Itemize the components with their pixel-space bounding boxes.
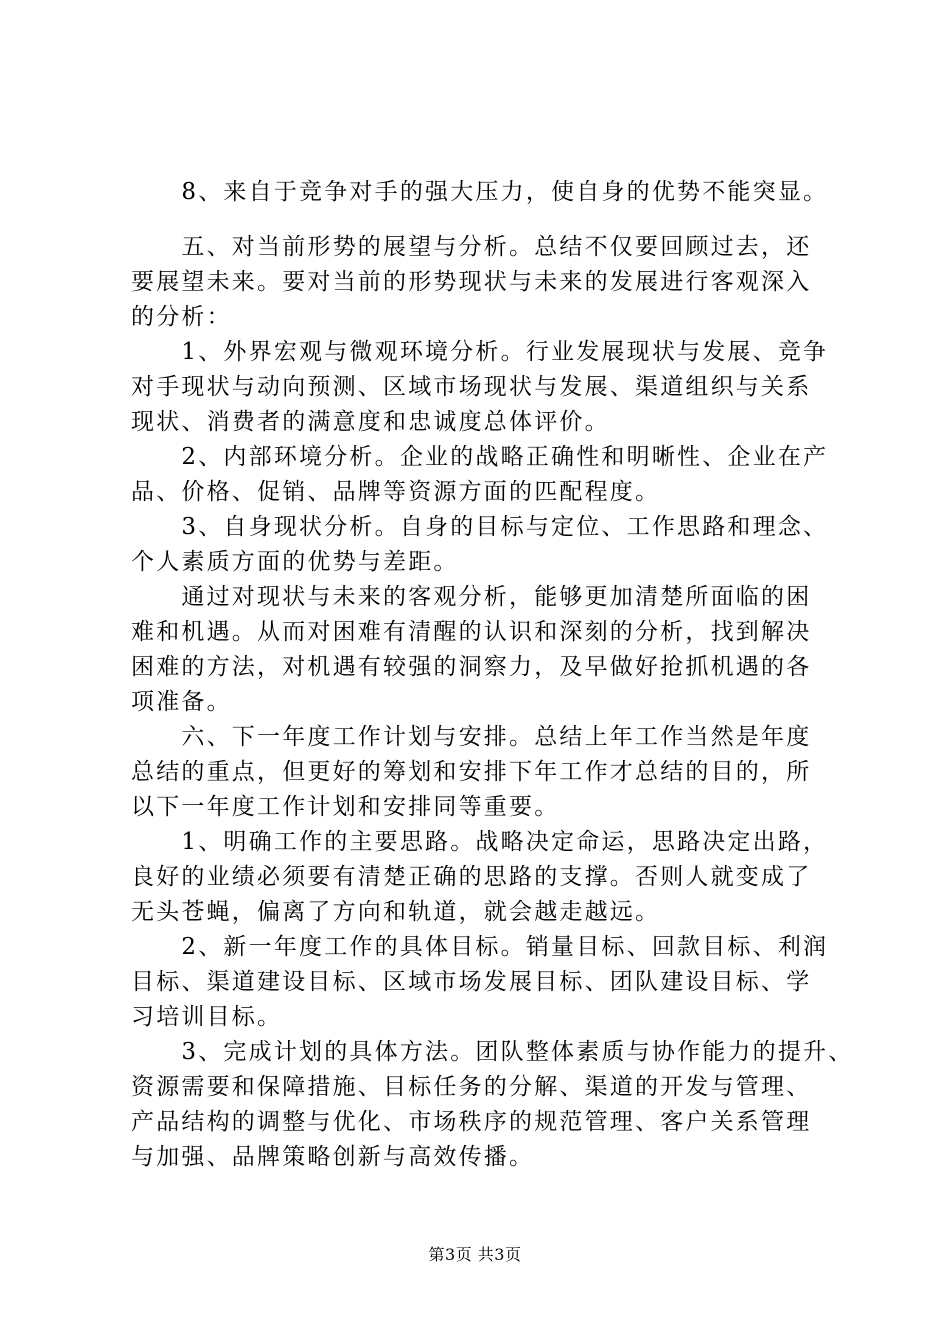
text-line: 品、价格、促销、品牌等资源方面的匹配程度。 xyxy=(131,479,661,505)
text-line: 项准备。 xyxy=(131,689,232,715)
text-line: 现状、消费者的满意度和忠诚度总体评价。 xyxy=(131,409,610,435)
text-line: 目标、渠道建设目标、区域市场发展目标、团队建设目标、学 xyxy=(131,969,812,995)
text-line: 1、明确工作的主要思路。战略决定命运，思路决定出路， xyxy=(131,829,829,855)
text-line: 3、自身现状分析。自身的目标与定位、工作思路和理念、 xyxy=(131,514,829,540)
text-line: 无头苍蝇，偏离了方向和轨道，就会越走越远。 xyxy=(131,899,661,925)
text-line: 总结的重点，但更好的筹划和安排下年工作才总结的目的，所 xyxy=(131,759,812,785)
text-line: 通过对现状与未来的客观分析，能够更加清楚所面临的困 xyxy=(131,584,812,610)
text-line: 个人素质方面的优势与差距。 xyxy=(131,549,459,575)
page-number-footer: 第3页 共3页 xyxy=(428,1245,522,1264)
text-line: 对手现状与动向预测、区域市场现状与发展、渠道组织与关系 xyxy=(131,374,812,400)
text-line: 五、对当前形势的展望与分析。总结不仅要回顾过去，还 xyxy=(131,234,812,260)
text-line: 难和机遇。从而对困难有清醒的认识和深刻的分析，找到解决 xyxy=(131,619,812,645)
text-line: 资源需要和保障措施、目标任务的分解、渠道的开发与管理、 xyxy=(131,1074,812,1100)
text-line: 3、完成计划的具体方法。团队整体素质与协作能力的提升、 xyxy=(131,1039,854,1065)
text-line: 以下一年度工作计划和安排同等重要。 xyxy=(131,794,560,820)
text-line: 困难的方法，对机遇有较强的洞察力，及早做好抢抓机遇的各 xyxy=(131,654,812,680)
text-line: 良好的业绩必须要有清楚正确的思路的支撑。否则人就变成了 xyxy=(131,864,812,890)
text-line: 要展望未来。要对当前的形势现状与未来的发展进行客观深入 xyxy=(131,269,812,295)
text-line: 1、外界宏观与微观环境分析。行业发展现状与发展、竞争 xyxy=(131,339,829,365)
paragraph-point-8 xyxy=(131,175,841,210)
text-line: 产品结构的调整与优化、市场秩序的规范管理、客户关系管理 xyxy=(131,1109,812,1135)
paragraph-section-5 xyxy=(131,230,854,1175)
text-line: 8、来自于竞争对手的强大压力，使自身的优势不能突显。 xyxy=(131,179,829,205)
text-line: 2、新一年度工作的具体目标。销量目标、回款目标、利润 xyxy=(131,934,829,960)
text-line: 2、内部环境分析。企业的战略正确性和明晰性、企业在产 xyxy=(131,444,829,470)
text-line: 六、下一年度工作计划与安排。总结上年工作当然是年度 xyxy=(131,724,812,750)
text-line: 与加强、品牌策略创新与高效传播。 xyxy=(131,1144,535,1170)
text-line: 的分析： xyxy=(131,304,232,330)
text-line: 习培训目标。 xyxy=(131,1004,283,1030)
